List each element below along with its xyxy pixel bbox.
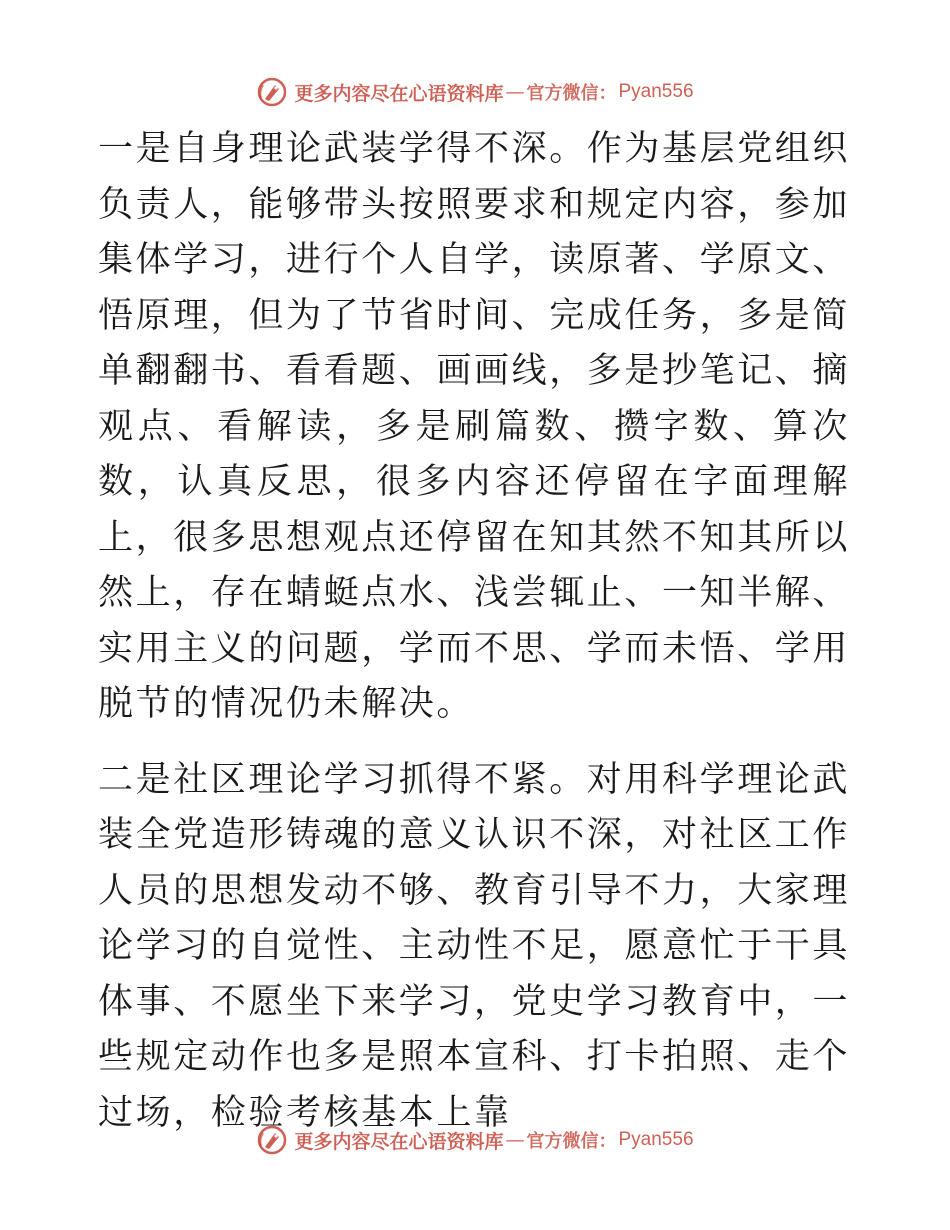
paragraph-1: 一是自身理论武装学得不深。作为基层党组织负责人，能够带头按照要求和规定内容，参加集体学习，进行个人自学，读原著、学原文、悟原理，但为了节省时间、完成任务，多是简单翻翻书、看看题、画画线，多是抄笔记、摘观点、看解读，多是刷篇数、攒字数、算次数，认真反思，很多内容还停留在字面理解上，很多思想观点还停留在知其然不知其所以然上，存在蜻蜓点水、浅尝辄止、一知半解、实用主义的问题，学而不思、学而未悟、学用脱节的情况仍未解决。 [98,129,851,724]
footer-banner [0,1120,950,1160]
header-banner [0,72,950,112]
pen-nib-logo-icon [256,1124,288,1156]
banner-separator: — [505,81,525,103]
banner-wechat-label: 官方微信： [526,1131,617,1152]
paragraph-2: 二是社区理论学习抓得不紧。对用科学理论武装全党造形铸魂的意义认识不深，对社区工作人员的思想发动不够、教育引导不力，大家理论学习的自觉性、主动性不足，愿意忙于干具体事、不愿坐下来学习，党史学习教育中，一些规定动作也多是照本宣科、打卡拍照、走个过场，检验考核基本上靠 [98,759,851,1133]
pen-nib-logo-icon [256,76,288,108]
banner-wechat-label: 官方微信： [526,83,617,104]
banner-wechat-id: Pyan556 [618,1129,694,1150]
banner-wechat-id: Pyan556 [618,81,694,102]
banner-brand-text: 更多内容尽在心语资料库 [294,1130,504,1153]
banner-separator: — [505,1129,525,1151]
document-body [98,122,850,1141]
banner-brand-text: 更多内容尽在心语资料库 [294,82,504,105]
